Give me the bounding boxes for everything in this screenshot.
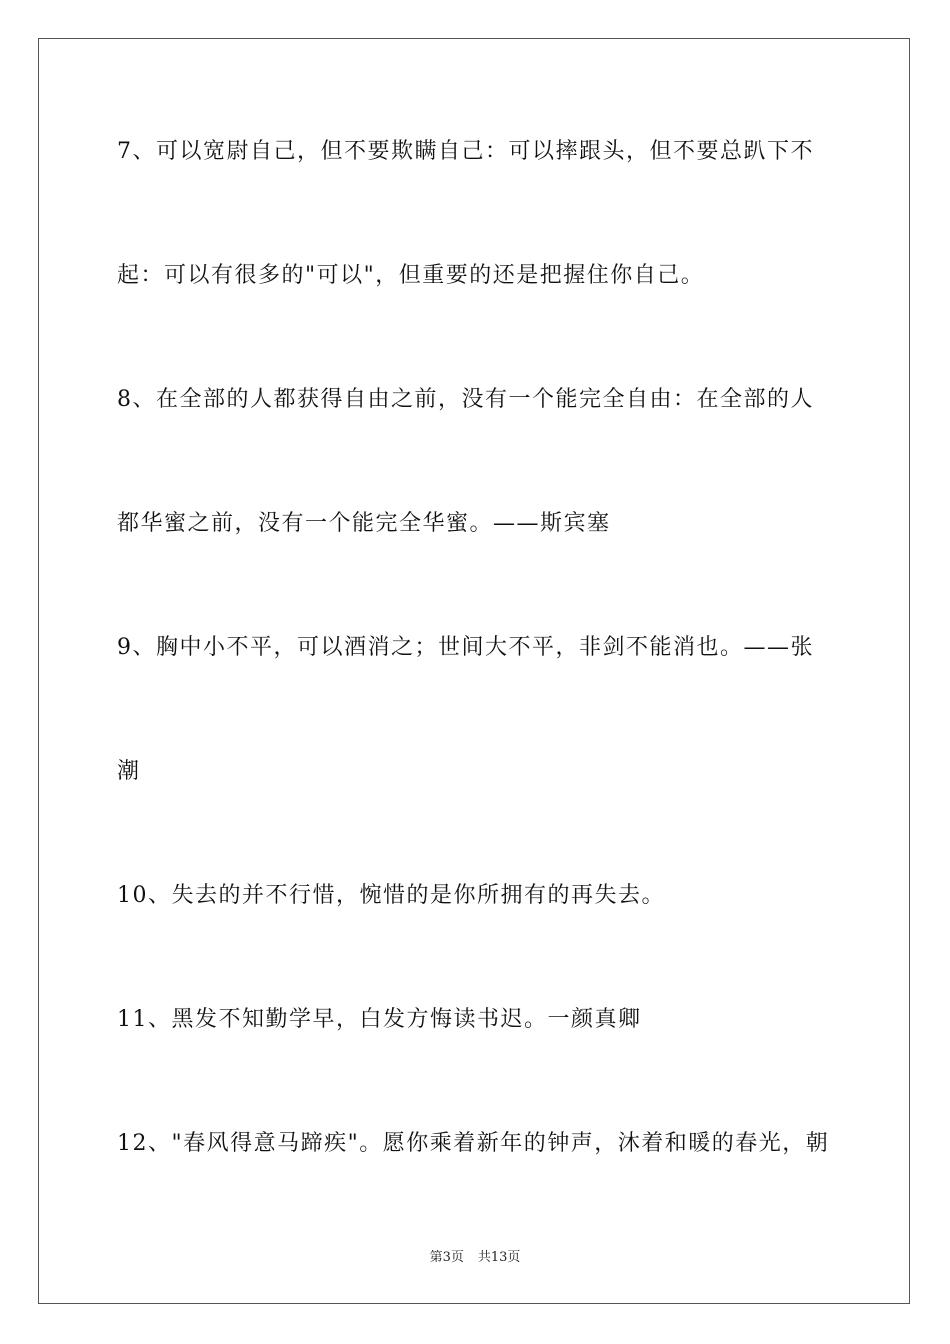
page-border: [38, 38, 910, 1304]
text-line-item-7: 7、可以宽尉自己，但不要欺瞒自己：可以摔跟头，但不要总趴下不: [117, 139, 814, 164]
text-line-item-12: 12、"春风得意马蹄疾"。愿你乘着新年的钟声，沐着和暖的春光，朝: [117, 1131, 830, 1156]
text-line-item-11: 11、黑发不知勤学早，白发方悔读书迟。一颜真卿: [117, 1007, 642, 1032]
text-line-item-9: 9、胸中小不平，可以酒消之；世间大不平，非剑不能消也。——张: [117, 635, 814, 660]
text-line-item-7-cont: 起：可以有很多的"可以"，但重要的还是把握住你自己。: [117, 263, 705, 288]
page-footer: [0, 1249, 950, 1267]
text-line-item-10: 10、失去的并不行惜，惋惜的是你所拥有的再失去。: [117, 883, 665, 908]
text-line-item-8: 8、在全部的人都获得自由之前，没有一个能完全自由：在全部的人: [117, 387, 814, 412]
page-total: 共13页: [477, 1250, 521, 1265]
text-line-item-8-cont: 都华蜜之前，没有一个能完全华蜜。——斯宾塞: [117, 511, 611, 536]
text-line-item-9-cont: 潮: [117, 759, 141, 784]
page-number: 第3页: [429, 1250, 464, 1265]
